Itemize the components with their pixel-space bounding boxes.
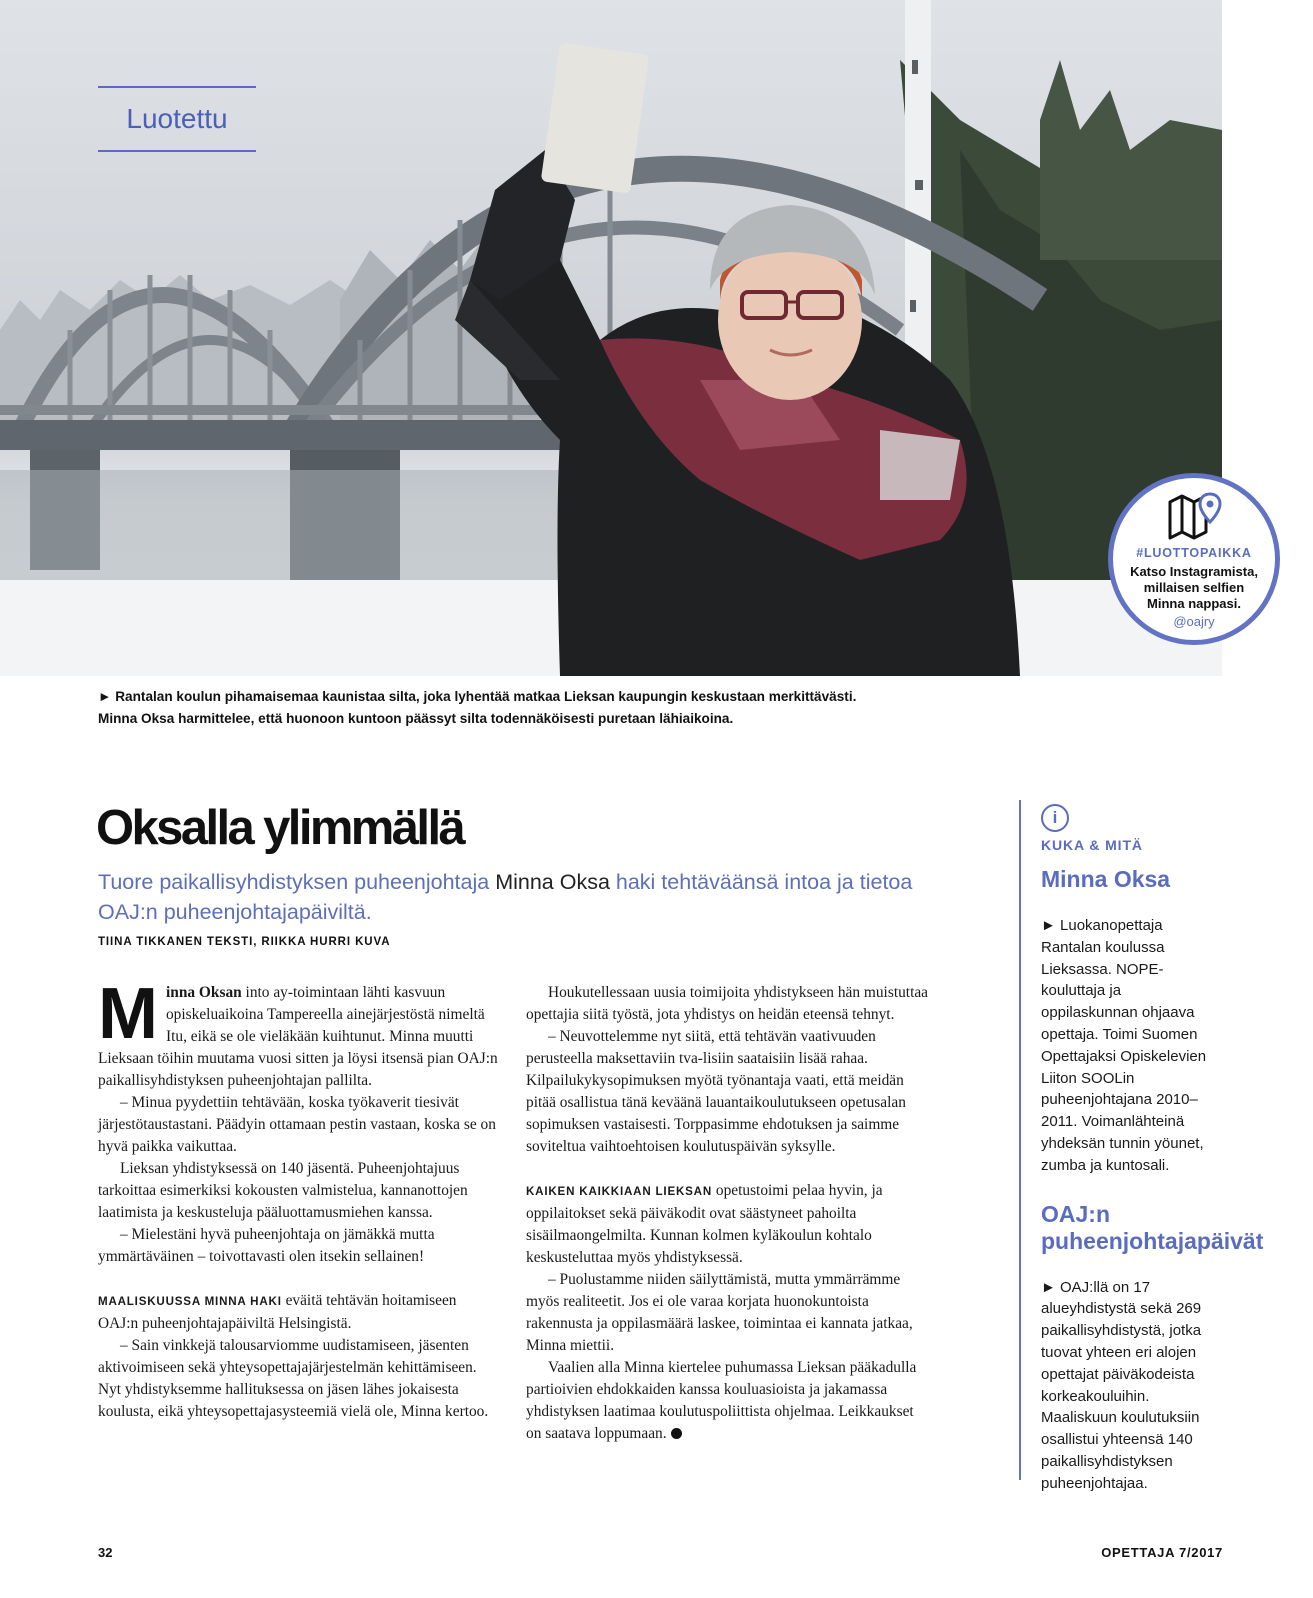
- badge-hashtag: #LUOTTOPAIKKA: [1136, 546, 1252, 560]
- paragraph-5-text: eväitä tehtävän hoitamiseen OAJ:n puheenjohtajapäiviltä Helsingistä.: [98, 1292, 457, 1332]
- paragraph-8: – Neuvottelemme nyt siitä, että tehtävän vaativuuden perusteella maksettaviin tva-lisiin saataisiin lisää rahaa. Kilpailukykysopimuksen myötä työnantaja vaati, että meidän pitää osallistua tänä keväänä lauantaikoulutukseen opetusalan sopimuksen vastaisesti. Torppasimme ehdotuksen ja saimme soviteltua vaihtoehtoisen koulutuspäivän syksylle.: [526, 1028, 906, 1155]
- paragraph-9-text: opetustoimi pelaa hyvin, ja oppilaitokset sekä päiväkodit ovat säästyneet pahoilta sisäilmaongelmilta. Kunnan kolmen kyläkoulun kohtalo keskusteluttaa myös yhdistyksessä.: [526, 1182, 883, 1266]
- info-icon: i: [1041, 804, 1069, 832]
- paragraph-7: Houkutellessaan uusia toimijoita yhdistykseen hän muistuttaa opettajia siitä työstä, jota yhdistys on heidän eteensä tehnyt.: [526, 984, 929, 1023]
- paragraph-4: – Mielestäni hyvä puheenjohtaja on jämäkkä mutta ymmärtäväinen – toivottavasti olen itsekin sellainen!: [98, 1226, 435, 1265]
- article-column-1: [98, 974, 500, 1423]
- article-byline: TIINA TIKKANEN TEKSTI, RIIKKA HURRI KUVA: [98, 936, 391, 948]
- instagram-badge: [1108, 473, 1280, 645]
- article-column-2: [526, 982, 931, 1445]
- paragraph-1: [98, 974, 500, 1092]
- photo-caption: [98, 686, 998, 730]
- drop-cap: M: [98, 974, 158, 1054]
- magazine-issue: OPETTAJA 7/2017: [1101, 1545, 1223, 1560]
- page-number: 32: [98, 1545, 113, 1560]
- paragraph-5: [98, 1290, 500, 1335]
- sidebar-event-title: OAJ:n puheenjohtajapäivät: [1041, 1200, 1264, 1254]
- sidebar-event-text: ► OAJ:llä on 17 alueyhdistystä sekä 269 paikallisyhdistystä, jotka tuovat yhteen eri alojen opettajat päiväkodeista korkeakouluihin. Maaliskuun koulutuksiin osallistui yhteensä 140 paikallisyhdistyksen puheenjohtajaa.: [1041, 1278, 1202, 1492]
- hero-photo: [0, 0, 1222, 676]
- badge-handle: @oajry: [1173, 614, 1215, 629]
- paragraph-2: – Minua pyydettiin tehtävään, koska työkaverit tiesivät järjestötaustastani. Päädyin ottamaan pestin vastaan, koska se on hyvä paikka vaikuttaa.: [98, 1094, 496, 1155]
- paragraph-6: – Sain vinkkejä talousarviomme uudistamiseen, jäsenten aktivoimiseen sekä yhteysopettajajärjestelmän kehittämiseen. Nyt yhdistyksemme hallituksessa on jäsen lähes jokaisesta koulusta, eikä yhteysopettajasysteemiä vielä ole, Minna kertoo.: [98, 1337, 489, 1420]
- badge-line-2: millaisen selfien: [1143, 580, 1245, 595]
- paragraph-11-text: Vaalien alla Minna kiertelee puhumassa Lieksan pääkadulla partioivien ehdokkaiden kanssa kouluasioista ja jakamassa yhdistyksen laatimaa koulutuspoliittista ohjelmaa. Leikkaukset on saatava loppumaan.: [526, 1359, 917, 1442]
- section-tag-label: Luotettu: [126, 103, 228, 134]
- lede-end: haki tehtäväänsä intoa ja tietoa OAJ:n puheenjohtajapäiviltä.: [98, 870, 913, 924]
- badge-line-1: Katso Instagramista,: [1130, 564, 1258, 579]
- article-headline: Oksalla ylimmällä: [96, 801, 464, 855]
- paragraph-5-caps: MAALISKUUSSA MINNA HAKI: [98, 1295, 282, 1308]
- sidebar-bio: ► Luokanopettaja Rantalan koulussa Lieksassa. NOPE-kouluttaja ja oppilaskunnan ohjaava opettaja. Toimi Suomen Opettajaksi Opiskelevien Liiton SOOLin puheenjohtajana 2010–2011. Voimanlähteinä yhdeksän tunnin yöunet, zumba ja kuntosali.: [1041, 917, 1207, 1174]
- info-sidebar: [1019, 800, 1264, 1492]
- lede-name: Minna Oksa: [495, 870, 610, 894]
- paragraph-1-bold: inna Oksan: [165, 984, 242, 1001]
- badge-line-3: Minna nappasi.: [1147, 596, 1241, 611]
- paragraph-9: [526, 1180, 931, 1269]
- map-pin-icon: [1164, 492, 1224, 540]
- end-mark-icon: [671, 1428, 682, 1439]
- sidebar-label: KUKA & MITÄ: [1041, 837, 1143, 853]
- article-lede: [98, 867, 918, 927]
- paragraph-11: [526, 1357, 931, 1445]
- sidebar-person-name: Minna Oksa: [1041, 866, 1171, 892]
- paragraph-1-text: into ay-toimintaan lähti kasvuun opiskeluaikoina Tampereella ainejärjestöstä nimeltä Itu, eikä se ole vieläkään kuihtunut. Minna muutti Lieksaan töihin muutama vuosi sitten ja löysi itsensä pian OAJ:n paikallisyhdistyksen puheenjohtajan pallilta.: [98, 984, 498, 1089]
- caption-line-1: ► Rantalan koulun pihamaisemaa kaunistaa silta, joka lyhentää matkaa Lieksan kaupungin keskustaan merkittävästi.: [98, 689, 857, 704]
- section-tag: [98, 86, 256, 152]
- paragraph-3: Lieksan yhdistyksessä on 140 jäsentä. Puheenjohtajuus tarkoittaa esimerkiksi kokousten valmistelua, kannanottojen laatimista ja keskusteluja pääluottamusmiehen kanssa.: [98, 1160, 468, 1221]
- paragraph-10: – Puolustamme niiden säilyttämistä, mutta ymmärrämme myös realiteetit. Jos ei ole varaa korjata huonokuntoista rakennusta ja oppilasmäärä laskee, toimintaa ei kannata jatkaa, Minna miettii.: [526, 1271, 913, 1354]
- paragraph-9-caps: KAIKEN KAIKKIAAN LIEKSAN: [526, 1185, 713, 1198]
- lede-start: Tuore paikallisyhdistyksen puheenjohtaja: [98, 870, 496, 894]
- caption-line-2: Minna Oksa harmittelee, että huonoon kuntoon päässyt silta todennäköisesti puretaan lähiaikoina.: [98, 711, 734, 726]
